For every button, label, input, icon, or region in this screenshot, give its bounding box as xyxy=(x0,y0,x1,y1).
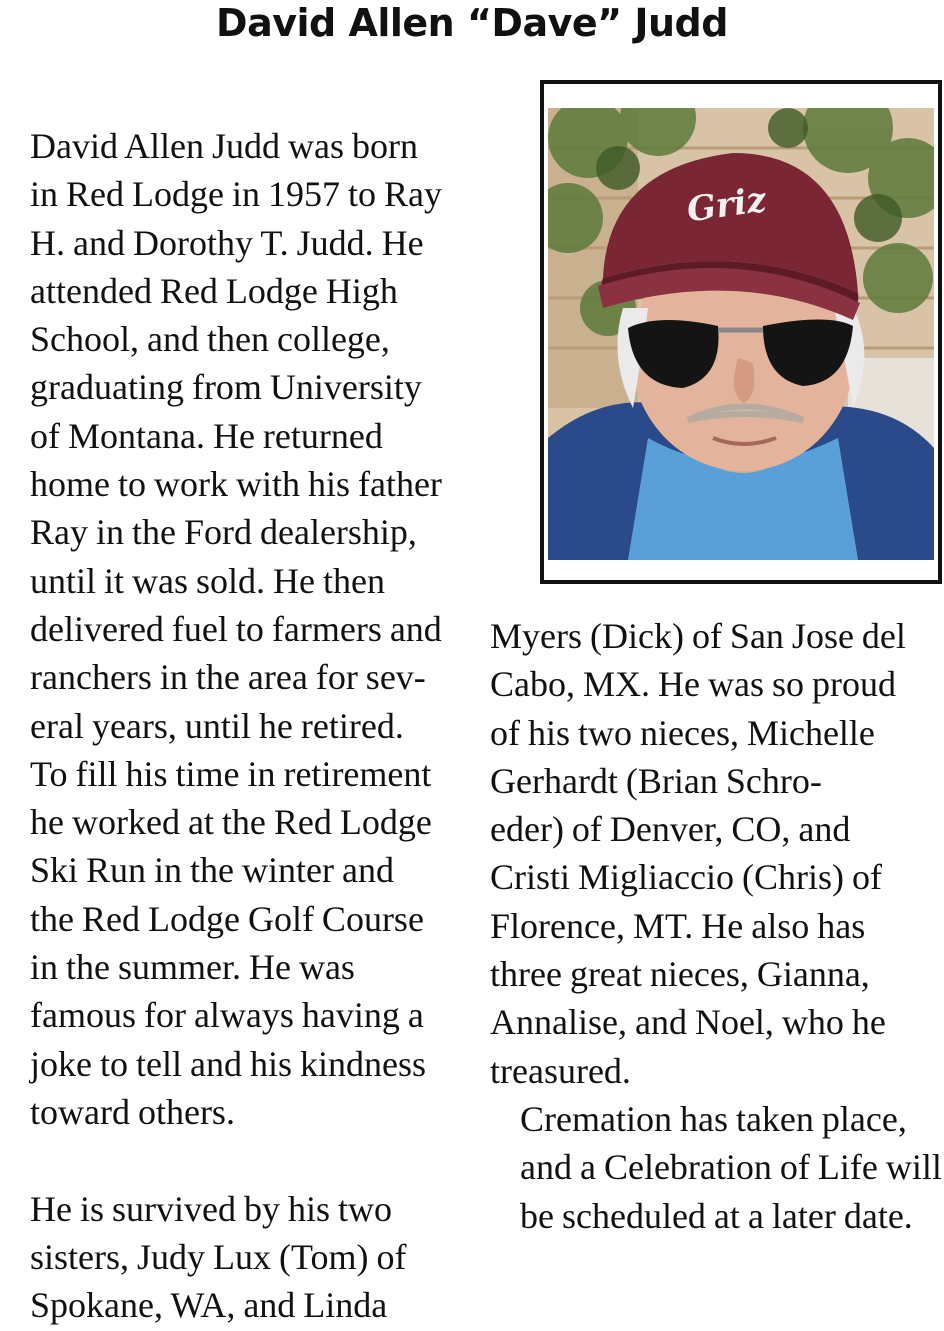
text-line: of his two nieces, Michelle xyxy=(490,712,875,753)
text-line: treasured. xyxy=(490,1050,631,1091)
text-line: Spokane, WA, and Linda xyxy=(30,1285,388,1326)
text-line: toward others. xyxy=(30,1091,235,1132)
text-line: sisters, Judy Lux (Tom) of xyxy=(30,1236,407,1277)
right-text-column xyxy=(490,612,944,1240)
text-line: Cabo, MX. He was so proud xyxy=(490,664,896,705)
text-line: Cremation has taken place, xyxy=(520,1098,907,1139)
portrait-frame xyxy=(540,80,942,584)
text-line: School, and then college, xyxy=(30,319,390,360)
text-line: Ray in the Ford dealership, xyxy=(30,512,417,553)
obituary-title: David Allen “Dave” Judd xyxy=(216,1,728,45)
text-line: and a Celebration of Life will xyxy=(520,1147,942,1188)
text-line: Ski Run in the winter and xyxy=(30,850,394,891)
text-line: attended Red Lodge High xyxy=(30,270,398,311)
text-line: of Montana. He returned xyxy=(30,415,383,456)
text-line: be scheduled at a later date. xyxy=(520,1195,913,1236)
text-line: three great nieces, Gianna, xyxy=(490,954,870,995)
services-paragraph xyxy=(490,1095,944,1240)
paragraph-gap xyxy=(0,1136,470,1184)
text-line: He is survived by his two xyxy=(30,1188,392,1229)
text-line: David Allen Judd was born xyxy=(30,126,418,166)
text-line: Cristi Migliaccio (Chris) of xyxy=(490,857,882,898)
text-line: eral years, until he retired. xyxy=(30,705,404,746)
survivors-continued-paragraph xyxy=(490,612,944,1095)
portrait-illustration xyxy=(548,108,934,560)
text-line: in Red Lodge in 1957 to Ray xyxy=(30,174,442,215)
text-line: Florence, MT. He also has xyxy=(490,905,866,946)
survivors-paragraph xyxy=(0,1185,470,1330)
text-line: he worked at the Red Lodge xyxy=(30,802,432,843)
text-line: the Red Lodge Golf Course xyxy=(30,898,424,939)
text-line: Gerhardt (Brian Schro- xyxy=(490,760,822,801)
text-line: To fill his time in retirement xyxy=(30,753,432,794)
text-line: delivered fuel to farmers and xyxy=(30,608,442,649)
text-line: eder) of Denver, CO, and xyxy=(490,809,851,850)
left-text-column xyxy=(0,122,470,1329)
text-line: Annalise, and Noel, who he xyxy=(490,1002,886,1043)
cap-logo-text: Griz xyxy=(684,179,769,231)
text-line: Myers (Dick) of San Jose del xyxy=(490,616,906,656)
text-line: until it was sold. He then xyxy=(30,560,385,601)
text-line: graduating from University xyxy=(30,367,422,408)
text-line: in the summer. He was xyxy=(30,947,355,988)
text-line: ranchers in the area for sev- xyxy=(30,657,426,698)
text-line: famous for always having a xyxy=(30,995,424,1036)
portrait-photo xyxy=(548,108,934,560)
biography-paragraph xyxy=(0,122,470,1136)
text-line: joke to tell and his kindness xyxy=(30,1043,426,1084)
text-line: home to work with his father xyxy=(30,464,442,505)
text-line: H. and Dorothy T. Judd. He xyxy=(30,222,424,263)
